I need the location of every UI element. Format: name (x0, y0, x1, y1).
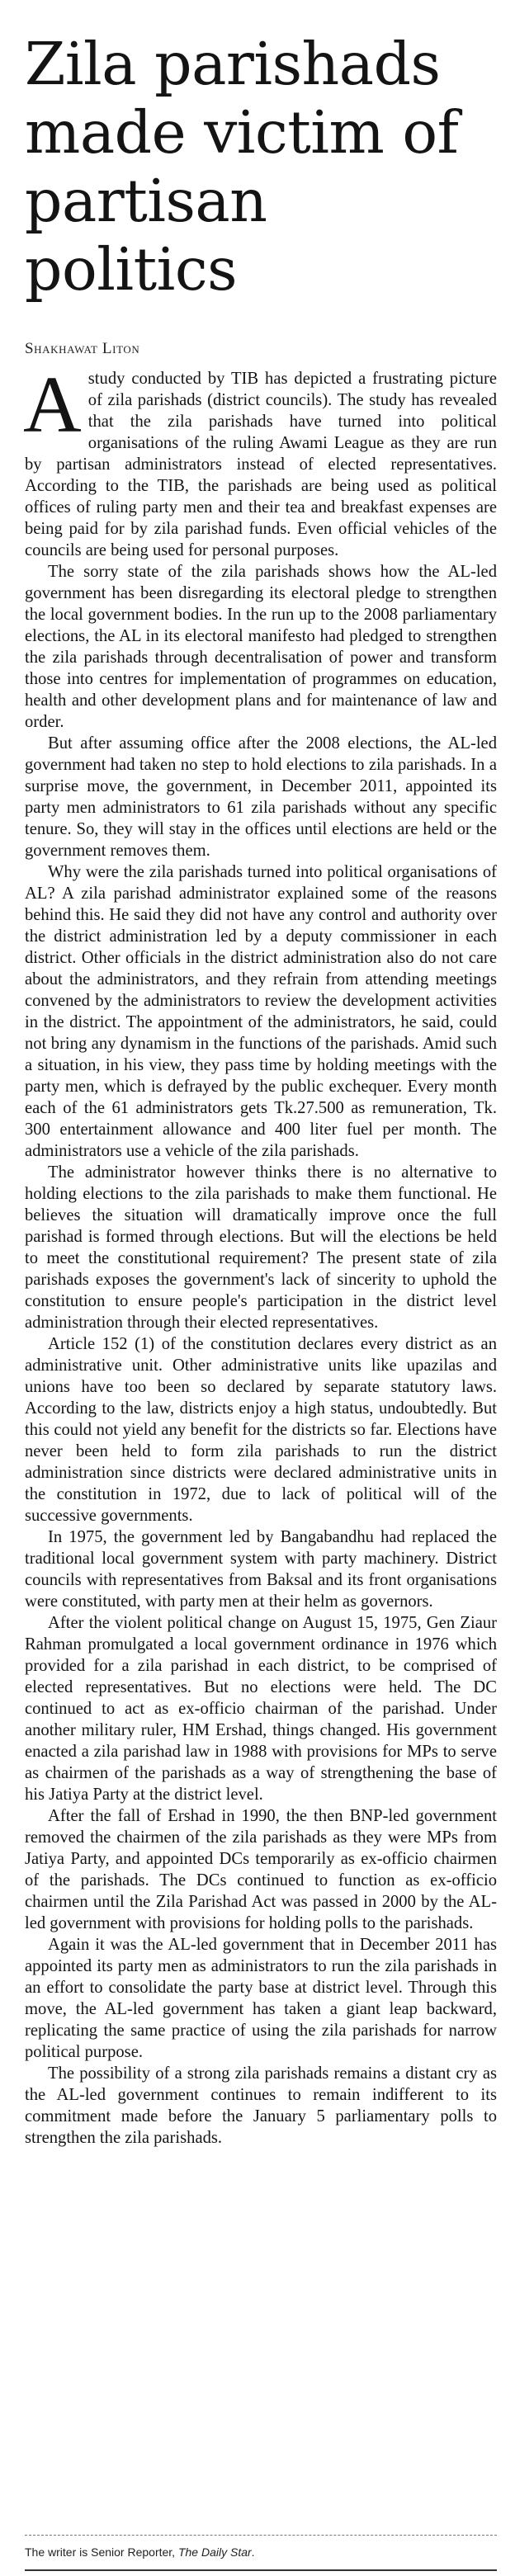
paragraph-3: But after assuming office after the 2008 elections, the AL-led government had taken no step to hold elections to zila parishads. In a surprise move, the government, in December 2011, appointed its party men administrators to 61 zila parishads without any specific tenure. So, they will stay in the offices until elections are held or the government removes them. (25, 734, 497, 860)
footnote-divider (25, 2535, 497, 2536)
paragraph-8: After the violent political change on August 15, 1975, Gen Ziaur Rahman promulgated a local government ordinance in 1976 which provided for a zila parishad in each district, to be comprised of elected representatives. But no elections were held. The DC continued to act as ex-officio chairman of the parishad. Under another military ruler, HM Ershad, things changed. His government enacted a zila parishad law in 1988 with provisions for MPs to serve as chairmen of the parishads as a way of strengthening the base of his Jatiya Party at the district level. (25, 1614, 497, 1804)
headline: Zila parishads made victim of partisan politics (25, 30, 459, 304)
paragraph-9: After the fall of Ershad in 1990, the then BNP-led government removed the chairmen of the zila parishads as they were MPs from Jatiya Party, and appointed DCs temporarily as ex-officio chairmen of the parishads. The DCs continued to function as ex-officio chairmen until the Zila Parishad Act was passed in 2000 by the AL-led government with provisions for holding polls to the parishads. (25, 1807, 497, 1932)
bottom-divider (25, 2569, 497, 2571)
paragraph-1: Astudy conducted by TIB has depicted a frustrating picture of zila parishads (district councils). The study has revealed that the zila parishads have turned into political organisations of the ruling Awami League as they are run by partisan administrators instead of elected representatives. According to the TIB, the parishads are being used as political offices of ruling party men and their tea and breakfast expenses are being paid for by zila parishad funds. Even official vehicles of the councils are being used for personal purposes. (23, 361, 497, 559)
byline: Shakhawat Liton (25, 340, 140, 357)
article-body (23, 361, 497, 2149)
paragraph-4: Why were the zila parishads turned into political organisations of AL? A zila parishad administrator explained some of the reasons behind this. He said they did not have any control and authority over the district administration led by a deputy commissioner in each district. Other officials in the district administration also do not care about the administrators, and they refrain from attending meetings convened by the administrators to review the development activities in the district. The appointment of the administrators, he said, could not bring any dynamism in the functions of the parishads. Amid such a situation, in his view, they pass time by holding meetings with the party men, which is defrayed by the public exchequer. Every month each of the 61 administrators gets Tk.27.500 as remuneration, Tk. 300 entertainment allowance and 400 liter fuel per month. The administrators use a vehicle of the zila parishads. (25, 863, 497, 1160)
author-footnote: The writer is Senior Reporter, The Daily Star. (25, 2545, 255, 2559)
paragraph-11: The possibility of a strong zila parishads remains a distant cry as the AL-led government continues to remain indifferent to its commitment made before the January 5 parliamentary polls to strengthen the zila parishads. (25, 2064, 497, 2147)
paragraph-7: In 1975, the government led by Bangabandhu had replaced the traditional local government system with party machinery. District councils with representatives from Baksal and its front organisations were constituted, with party men at their helm as governors. (25, 1528, 497, 1611)
paragraph-2: The sorry state of the zila parishads shows how the AL-led government has been disregarding its electoral pledge to strengthen the local government bodies. In the run up to the 2008 parliamentary elections, the AL in its electoral manifesto had pledged to strengthen the zila parishads through decentralisation of power and transform those into centres for implementation of programmes on education, health and other development plans and for maintenance of law and order. (25, 563, 497, 731)
paragraph-5: The administrator however thinks there is no alternative to holding elections to the zila parishads to make them functional. He believes the situation will dramatically improve once the full parishad is formed through elections. But will the elections be held to meet the constitutional requirement? The present state of zila parishads exposes the government's lack of sincerity to uphold the constitution to ensure people's participation in the district level administration through their elected representatives. (25, 1163, 497, 1332)
publication-name: The Daily Star (177, 2545, 252, 2559)
paragraph-10: Again it was the AL-led government that in December 2011 has appointed its party men as administrators to run the zila parishads in an effort to consolidate the party base at district level. Through this move, the AL-led government has taken a giant leap backward, replicating the same practice of using the zila parishads for narrow political purpose. (25, 1936, 497, 2061)
drop-cap: A (23, 361, 82, 450)
paragraph-6: Article 152 (1) of the constitution declares every district as an administrative unit. Other administrative units like upazilas and unions have too been so declared by separate statutory laws. According to the law, districts enjoy a high status, undoubtedly. But this could not yield any benefit for the districts so far. Elections have never been held to form zila parishads to run the district administration since districts were declared administrative units in the constitution in 1972, due to lack of political will of the successive governments. (25, 1335, 497, 1525)
